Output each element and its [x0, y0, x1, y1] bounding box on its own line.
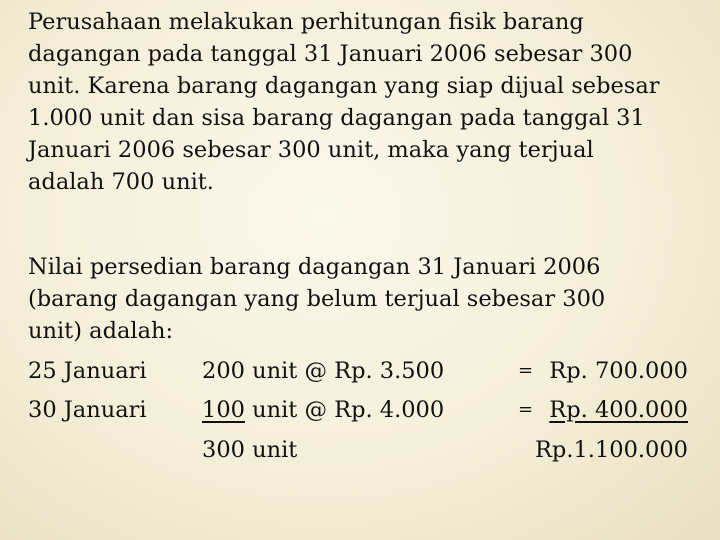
row-quantity [202, 391, 444, 429]
paragraph-line: Perusahaan melakukan perhitungan fisik barang [28, 9, 584, 35]
calculation-row [0, 352, 720, 390]
paragraph-line: unit) adalah: [28, 318, 174, 344]
equals-sign: = [518, 360, 534, 381]
total-row [0, 431, 720, 469]
calculation-row [0, 391, 720, 429]
total-quantity: 300 unit [202, 437, 298, 463]
paragraph-line: adalah 700 unit. [28, 169, 214, 195]
explanation-paragraph [28, 6, 708, 198]
paragraph-line: 1.000 unit dan sisa barang dagangan pada tanggal 31 [28, 105, 645, 131]
quantity-rest: unit @ Rp. 4.000 [244, 397, 445, 423]
paragraph-line: dagangan pada tanggal 31 Januari 2006 sebesar 300 [28, 41, 633, 67]
total-amount: Rp.1.100.000 [534, 437, 688, 463]
paragraph-line: (barang dagangan yang belum terjual sebesar 300 [28, 286, 606, 312]
row-amount: Rp. 400.000 [549, 397, 688, 423]
row-quantity: 200 unit @ Rp. 3.500 [202, 358, 445, 384]
row-date: 25 Januari [28, 358, 147, 384]
inventory-value-paragraph [28, 251, 708, 347]
row-date: 30 Januari [28, 397, 147, 423]
paragraph-line: Januari 2006 sebesar 300 unit, maka yang terjual [28, 137, 594, 163]
paragraph-line: unit. Karena barang dagangan yang siap dijual sebesar [28, 73, 660, 99]
underlined-quantity: 100 [202, 397, 245, 423]
row-amount: Rp. 700.000 [549, 358, 688, 384]
equals-sign: = [518, 399, 534, 420]
paragraph-line: Nilai persedian barang dagangan 31 Januari 2006 [28, 254, 601, 280]
